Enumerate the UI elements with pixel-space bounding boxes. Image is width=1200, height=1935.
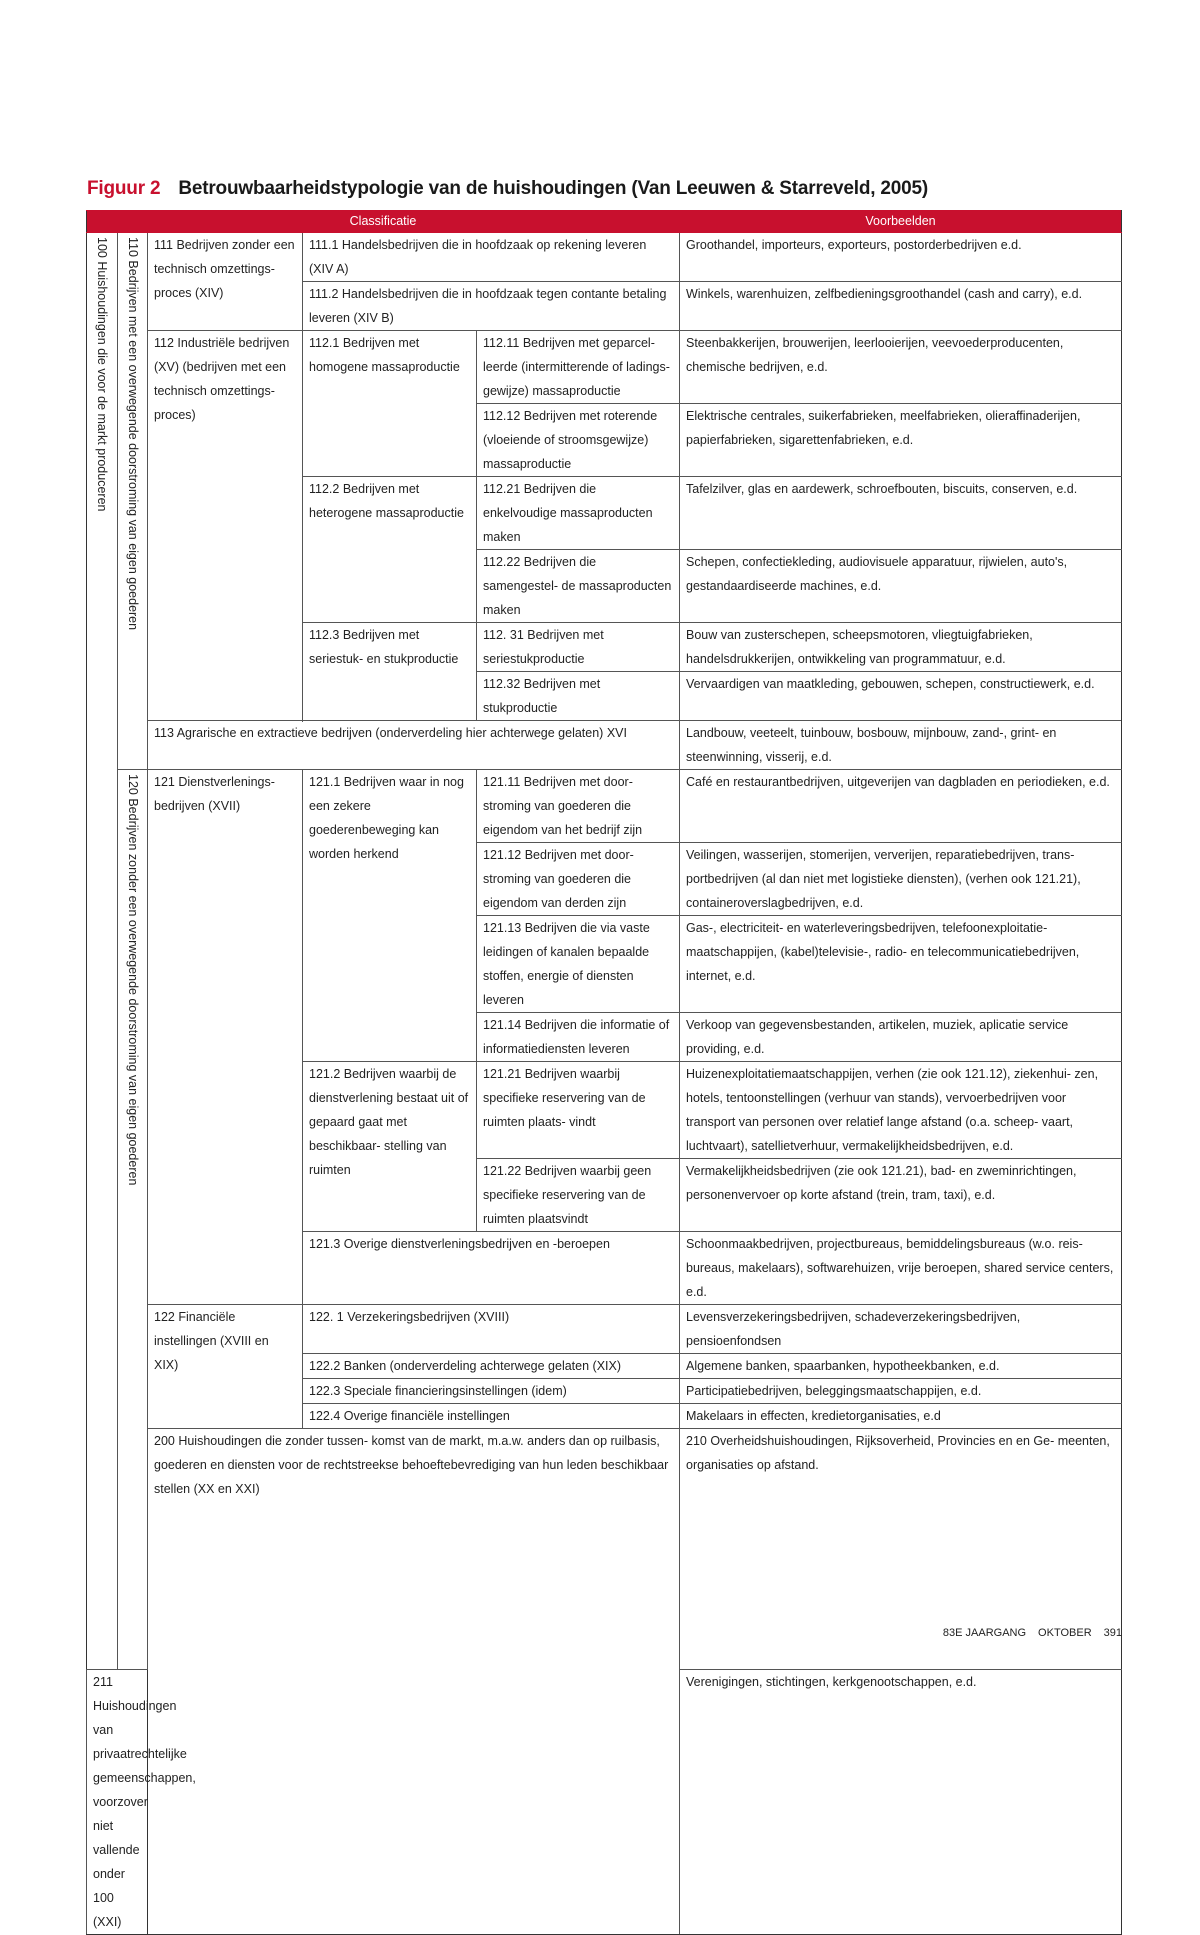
class-121-3: 121.3 Overige dienstverleningsbedrijven en -beroepen [303, 1232, 680, 1305]
example-121-11: Café en restaurantbedrijven, uitgeverijen van dagbladen en periodieken, e.d. [680, 770, 1122, 843]
class-112-31: 112. 31 Bedrijven met seriestukproductie [477, 623, 680, 672]
example-112-32: Vervaardigen van maatkleding, gebouwen, schepen, constructiewerk, e.d. [680, 672, 1122, 721]
class-121-11: 121.11 Bedrijven met door- stroming van goederen die eigendom van het bedrijf zijn [477, 770, 680, 843]
class-122-3: 122.3 Speciale financieringsinstellingen (idem) [303, 1379, 680, 1404]
category-100 [87, 233, 118, 1670]
class-112-22: 112.22 Bedrijven die samengestel- de massaproducten maken [477, 550, 680, 623]
example-122-3: Participatiebedrijven, beleggingsmaatschappijen, e.d. [680, 1379, 1122, 1404]
example-112-31: Bouw van zusterschepen, scheepsmotoren, vliegtuigfabrieken, handelsdrukkerijen, ontwikkeling van programmatuur, e.d. [680, 623, 1122, 672]
category-110 [118, 233, 148, 770]
class-111: 111 Bedrijven zonder een technisch omzettings- proces (XIV) [148, 233, 303, 331]
class-121-1: 121.1 Bedrijven waar in nog een zekere goederenbeweging kan worden herkend [303, 770, 477, 1062]
example-211: Verenigingen, stichtingen, kerkgenootschappen, e.d. [680, 1670, 1122, 1935]
header-voorbeelden: Voorbeelden [680, 211, 1122, 233]
example-111-1: Groothandel, importeurs, exporteurs, postorderbedrijven e.d. [680, 233, 1122, 282]
category-200: 200 Huishoudingen die zonder tussen- komst van de markt, m.a.w. anders dan op ruilbasis, goederen en diensten voor de rechtstreekse behoeftebevrediging van hun leden beschikbaar stellen (XX en XXI) [148, 1429, 680, 1935]
class-122-4: 122.4 Overige financiële instellingen [303, 1404, 680, 1429]
example-122-4: Makelaars in effecten, kredietorganisaties, e.d [680, 1404, 1122, 1429]
footer-volume: 83E JAARGANG [942, 1627, 1027, 1639]
figure-caption: Betrouwbaarheidstypologie van de huishoudingen (Van Leeuwen & Starreveld, 2005) [178, 178, 928, 199]
class-111-1: 111.1 Handelsbedrijven die in hoofdzaak op rekening leveren (XIV A) [303, 233, 680, 282]
class-113: 113 Agrarische en extractieve bedrijven (onderverdeling hier achterwege gelaten) XVI [148, 721, 680, 770]
example-113: Landbouw, veeteelt, tuinbouw, bosbouw, mijnbouw, zand-, grint- en steenwinning, visserij, e.d. [680, 721, 1122, 770]
example-122-2: Algemene banken, spaarbanken, hypotheekbanken, e.d. [680, 1354, 1122, 1379]
page-footer [931, 1627, 1122, 1639]
category-120-label: 120 Bedrijven zonder een overwegende doorstroming van eigen goederen [126, 774, 140, 1186]
class-121-14: 121.14 Bedrijven die informatie of informatiediensten leveren [477, 1013, 680, 1062]
class-112-3: 112.3 Bedrijven met seriestuk- en stukproductie [303, 623, 477, 721]
class-121-13: 121.13 Bedrijven die via vaste leidingen of kanalen bepaalde stoffen, energie of diensten leveren [477, 916, 680, 1013]
class-122-1: 122. 1 Verzekeringsbedrijven (XVIII) [303, 1305, 680, 1354]
category-120 [118, 770, 148, 1670]
class-211: 211 Huishoudingen van privaatrechtelijke gemeenschappen, voorzover niet vallende onder 100 (XXI) [87, 1670, 148, 1935]
example-122-1: Levensverzekeringsbedrijven, schadeverzekeringsbedrijven, pensioenfondsen [680, 1305, 1122, 1354]
example-112-21: Tafelzilver, glas en aardewerk, schroefbouten, biscuits, conserven, e.d. [680, 477, 1122, 550]
example-121-14: Verkoop van gegevensbestanden, artikelen, muziek, aplicatie service providing, e.d. [680, 1013, 1122, 1062]
footer-page-number: 391 [1103, 1627, 1122, 1639]
header-classificatie: Classificatie [87, 211, 680, 233]
class-121-22: 121.22 Bedrijven waarbij geen specifieke reservering van de ruimten plaatsvindt [477, 1159, 680, 1232]
category-100-label: 100 Huishoudingen die voor de markt produceren [95, 237, 109, 512]
class-122: 122 Financiële instellingen (XVIII en XIX) [148, 1305, 303, 1429]
class-112-32: 112.32 Bedrijven met stukproductie [477, 672, 680, 721]
class-112: 112 Industriële bedrijven (XV) (bedrijven met een technisch omzettings- proces) [148, 331, 303, 721]
class-111-2: 111.2 Handelsbedrijven die in hoofdzaak tegen contante betaling leveren (XIV B) [303, 282, 680, 331]
class-112-11: 112.11 Bedrijven met geparcel- leerde (intermitterende of ladings- gewijze) massaproductie [477, 331, 680, 404]
footer-month: OKTOBER [1038, 1627, 1092, 1639]
example-121-21: Huizenexploitatiemaatschappijen, verhen (zie ook 121.12), ziekenhui- zen, hotels, tentoonstellingen (verhuur van stands), vervoerbedrijven voor transport van personen over relatief lange afstand (o.a. scheep- vaart, luchtvaart), satellietverhuur, vermakelijkheidsbedrijven, e.d. [680, 1062, 1122, 1159]
class-210: 210 Overheidshuishoudingen, Rijksoverheid, Provincies en en Ge- meenten, organisaties op afstand. [680, 1429, 1122, 1670]
class-122-2: 122.2 Banken (onderverdeling achterwege gelaten (XIX) [303, 1354, 680, 1379]
example-121-22: Vermakelijkheidsbedrijven (zie ook 121.21), bad- en zweminrichtingen, personenvervoer op korte afstand (trein, tram, taxi), e.d. [680, 1159, 1122, 1232]
example-121-12: Veilingen, wasserijen, stomerijen, ververijen, reparatiebedrijven, trans- portbedrijven (al dan niet met logistieke diensten), (verhen ook 121.21), containeroverslagbedrijven, e.d. [680, 843, 1122, 916]
example-112-22: Schepen, confectiekleding, audiovisuele apparatuur, rijwielen, auto's, gestandaardiseerde machines, e.d. [680, 550, 1122, 623]
class-121: 121 Dienstverlenings- bedrijven (XVII) [148, 770, 303, 1305]
example-121-13: Gas-, electriciteit- en waterleveringsbedrijven, telefoonexploitatie- maatschappijen, (kabel)televisie-, radio- en telecommunicatiebedrijven, internet, e.d. [680, 916, 1122, 1013]
class-121-21: 121.21 Bedrijven waarbij specifieke reservering van de ruimten plaats- vindt [477, 1062, 680, 1159]
class-121-12: 121.12 Bedrijven met door- stroming van goederen die eigendom van derden zijn [477, 843, 680, 916]
class-112-2: 112.2 Bedrijven met heterogene massaproductie [303, 477, 477, 623]
example-121-3: Schoonmaakbedrijven, projectbureaus, bemiddelingsbureaus (w.o. reis- bureaus, makelaars), softwarehuizen, vrije beroepen, shared service centers, e.d. [680, 1232, 1122, 1305]
category-110-label: 110 Bedrijven met een overwegende doorstroming van eigen goederen [126, 237, 140, 631]
figure-label: Figuur 2 [87, 178, 161, 199]
figure-title [87, 178, 928, 200]
class-112-12: 112.12 Bedrijven met roterende (vloeiende of stroomsgewijze) massaproductie [477, 404, 680, 477]
example-112-11: Steenbakkerijen, brouwerijen, leerlooierijen, veevoederproducenten, chemische bedrijven, e.d. [680, 331, 1122, 404]
class-112-21: 112.21 Bedrijven die enkelvoudige massaproducten maken [477, 477, 680, 550]
class-112-1: 112.1 Bedrijven met homogene massaproductie [303, 331, 477, 477]
example-112-12: Elektrische centrales, suikerfabrieken, meelfabrieken, olieraffinaderijen, papierfabrieken, sigarettenfabrieken, e.d. [680, 404, 1122, 477]
example-111-2: Winkels, warenhuizen, zelfbedieningsgroothandel (cash and carry), e.d. [680, 282, 1122, 331]
typology-table [86, 210, 1122, 1935]
class-121-2: 121.2 Bedrijven waarbij de dienstverlening bestaat uit of gepaard gaat met beschikbaar- stelling van ruimten [303, 1062, 477, 1232]
